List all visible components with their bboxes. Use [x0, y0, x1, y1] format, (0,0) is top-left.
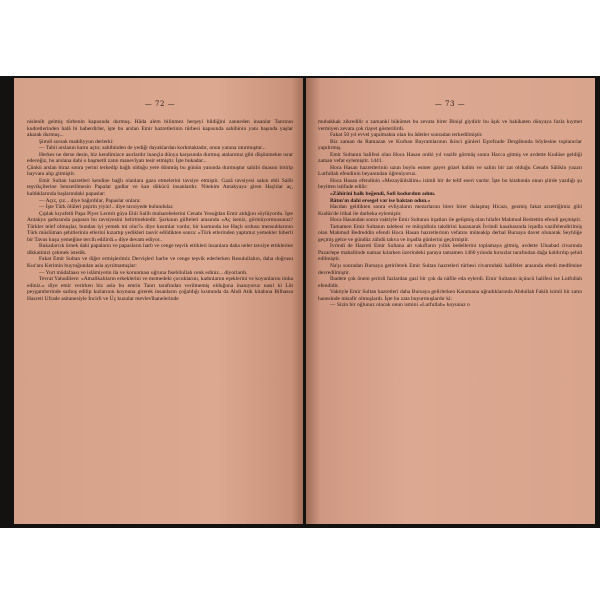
paragraph: — Sizin bir oğlunuz olacak onun ismini «Lutfullah» koyunuz o — [330, 302, 470, 309]
paragraph: Biz zaman da Ramazan ve Kurban Bayramlarının ikinci günleri Eşrefzade Dergâhında böylesine toplanırlar yapılırmış. — [318, 138, 582, 152]
paragraph: Çünkü arslan biraz sonra yerini terkedip bağlı olduğu yere dönmüş bu günün yanında durmuştur sahibi duasını bitirip hayvanı alıp gitmiştir. — [27, 164, 293, 178]
paragraph: «Zâhirini halk beğendi, Sofi kodurdun adını. — [330, 191, 436, 198]
paragraph: — İşte Türk ölüleri pişirin yiyin!.. diye tavsiyede bulundular. — [39, 204, 174, 211]
paragraph: Hacdan geldikten sonra evliyaların mezarlarını birer birer dolaşmış Hicazı, gezmiş fakat arzettiğimiz gibi Kudüs'de irihal ile darbeka eylemiştir. — [318, 204, 582, 217]
paragraph: Şimdi sorsak maddiyyun derlerki: — [39, 138, 114, 145]
paragraph: Fakat 50 yıl evvel yapılmakta olan bu âdetler sonradan terkedilmiştir. — [330, 132, 483, 139]
paragraph: muhakkak zikredilir o zamanki hükümet bu zevata birer Binişl giydirir bu âşık ve hakikaten dünyaya fazla kıymet vermiyen zevata çok riayet gösterilirdi. — [318, 119, 582, 132]
paragraph: Tamamen Emir Sultanın talebesi ve mürşidinin takdirini kazanarak İvrindi kasabasında irşadla vazifelendirilmiş olan Mahmud Bedreddin efendi Hoca Hasan hazretlerinin vefatını müteakip derhal Bursaya davet olunarak Seyhliğe geçmiş gelce ve gündüz zühdü takva ve irşadla günlerini geçirmiştir. — [318, 223, 582, 243]
paragraph: Emir Sultanın halifesi olan Hoca Hasan oniki yıl vazife görmüş sonra Hacca gitmiş ve avdette Kudüse geldiği zaman vefat eylemiştir. 1441. — [318, 151, 582, 165]
paragraph: İvrindi de Hazreti Emir Sultana ait vakıfların yıllık bedellerini toplamaya gitmiş, avdette Uluabad civarında Pazarlepe mahallinde namaz kılarken üzerindeki paraya tamamen 1460 yılında hırsızlar tarafından dağa kaldırılıp şehid edilmiştir. — [318, 243, 582, 263]
page-body — [318, 119, 582, 309]
book-spread — [0, 76, 600, 528]
paragraph: Emir Sultan hazretleri kendine bağlı olanlara gaza etmelerini tavsiye etmiştir. Gazâ tavsiyesi sakın ehli Salib teşvikçilerine benzetilmesin Papalar gadlar ve kan dökücü insanlardır. Nitekim Antakyaya giren Haçlılar aç, kaldıklarında başlarındaki papaslar: — [27, 177, 293, 198]
paragraph: Çıplak kıyafetli Papa Piyer Lermit güya Ehli Salib muharebelerini Cenabı Yesuğdan Emir aldığını söylüyordu. İşte Antakya şarkısında papasın bu tavsiyesini belirtmektedir. Şarkının güfteleri arasında «Aç iseniz, görmüyormusunuz? Türkler telef olmuşlar, bundan iyi yemek mi olur?» diye kısımlar vardır, bir kısmında ise Haçlı ordusu mensublarının Türk müslüman şehitlerinin etlerini kızartıp yedikleri tasvir edildikten sonra: «Türk etlerinden yaptımız yemekler biberli bir Tavus kuşu yemeğine tercih edilirdi.» diye devam ediyor.. — [27, 210, 293, 243]
page-number: — 73 — — [434, 100, 466, 108]
paragraph: — Tabii arslanın karnı açtır, sahibinden de yediği dayaklardan korkmaktadır, onun yanına oturmuştur... — [39, 145, 266, 152]
page-body — [27, 119, 293, 302]
paragraph: — Yurt müdafaası ve islâmiyetin ila ve korunması uğruna fisebilullah cenk ediniz... diyorlardı. — [39, 269, 248, 276]
paragraph: nislenib gelmiş türbenin kapısında durmuş. Hâda alem bilinmez herşeyi bildiğini zanneden insanlar Tanrının kudretlerinden halâ bi haberdirler, işte bu arslan Emir hazretlerinin türbesi kapısında sahibinin yanı başında yaşlar akarak durmuş... — [27, 119, 293, 139]
paragraph: Hoca Hasan efendinin «Mezayâülsâlim» isimli bir de telif eseri vardır. İşte bu kitabında onun şiirde yazdığı şu beyitten istifade edilir: — [318, 177, 582, 191]
paragraph: Bukadarcık örnek dahi papaların ve papasların harb ve cenge teşvik ettikleri insanlara daha neler tavsiye ettiklerine dikkatinizi çekmek istedik. — [27, 243, 293, 256]
paragraph: İbadete çok önem şerirdi fazlardan gazi bir çok da nâfile eda eylerdi. Emir Sultanın üçüncü halifesi ise Lutfullah efendidir. — [318, 276, 582, 289]
paragraph: — Açız, çız... diye bağırdılar, Papaslar onlara: — [39, 197, 141, 204]
paragraph: Bâtın'ın dahi ersegel var ise baktan odun.» — [330, 197, 431, 204]
left-page — [14, 78, 303, 524]
paragraph: Hoca Hasan hazretlerinin uzun boylu esmer gayet güzel halim ve salim bir zat olduğu Cenabı Sâlikin yazarı Lutfullah efendinin beyanından öğreniyoruz. — [318, 164, 582, 178]
page-number: — 72 — — [144, 100, 176, 108]
paragraph: Na'şı sonradan Bursaya getirilerek Emir Sultan hazretleri türbesi civarındaki halifeler arasında ebedi medfenine devredilmiştir. — [318, 263, 582, 276]
right-page — [306, 78, 595, 524]
paragraph: Fakat Emir Sultan ve diğer ermişlerimiz Dervişleri harbe ve cenge teşvik ederlerken Resulullahın, daha doğrusu Kur'anı Kerimin buyruğundan asla ayrılmamışlar: — [27, 256, 293, 270]
paragraph: Vaktiyle Emir Sultan hazretleri daha Bursaya gelirlerken Karamana uğradıklarında Abdullah Fakih isimli bir zatın hanesinde misafir olmuşlardı. İşte bu zata buyurmuşlardır ki: — [318, 289, 582, 302]
paragraph: Herkes ne derse desin, biz kendimizce asırlardır inançla dünya karşısında durmuş atalarımız gibi düşünmekte ısrar edeceğiz, bu arslana dahi o başmetli zatın manevîyatı tesir etmiştir. İşte bukadar... — [27, 151, 293, 165]
paragraph: Hoca Hasandan sonra vaktiyle Emir Sultanın irşatları ile gelişmiş olan hilafet Mahmud Bedrettin efendi geçmiştir. — [330, 217, 582, 224]
paragraph: Tevrat Yahudilere: «Amalikalıların erkeklerini ve memedeki çocuklarını, kadınlarını eşeklerini ve koyunlarını imha ediniz.» diye emir verirken biz asla bu emrin Tanrı tarafından verilmemiş olduğuna inanıyoruz nasıl ki Lût peygamberinde sarhoş edilip kızlarının koynuna girerek insanların çoğaldığı kısmında da Ahdi Atik kitabına Bilhassa Hazreti Ufrade asitanesiyle İncirli ve Üç kuzular mevlevîhanelerinde — [27, 276, 293, 302]
